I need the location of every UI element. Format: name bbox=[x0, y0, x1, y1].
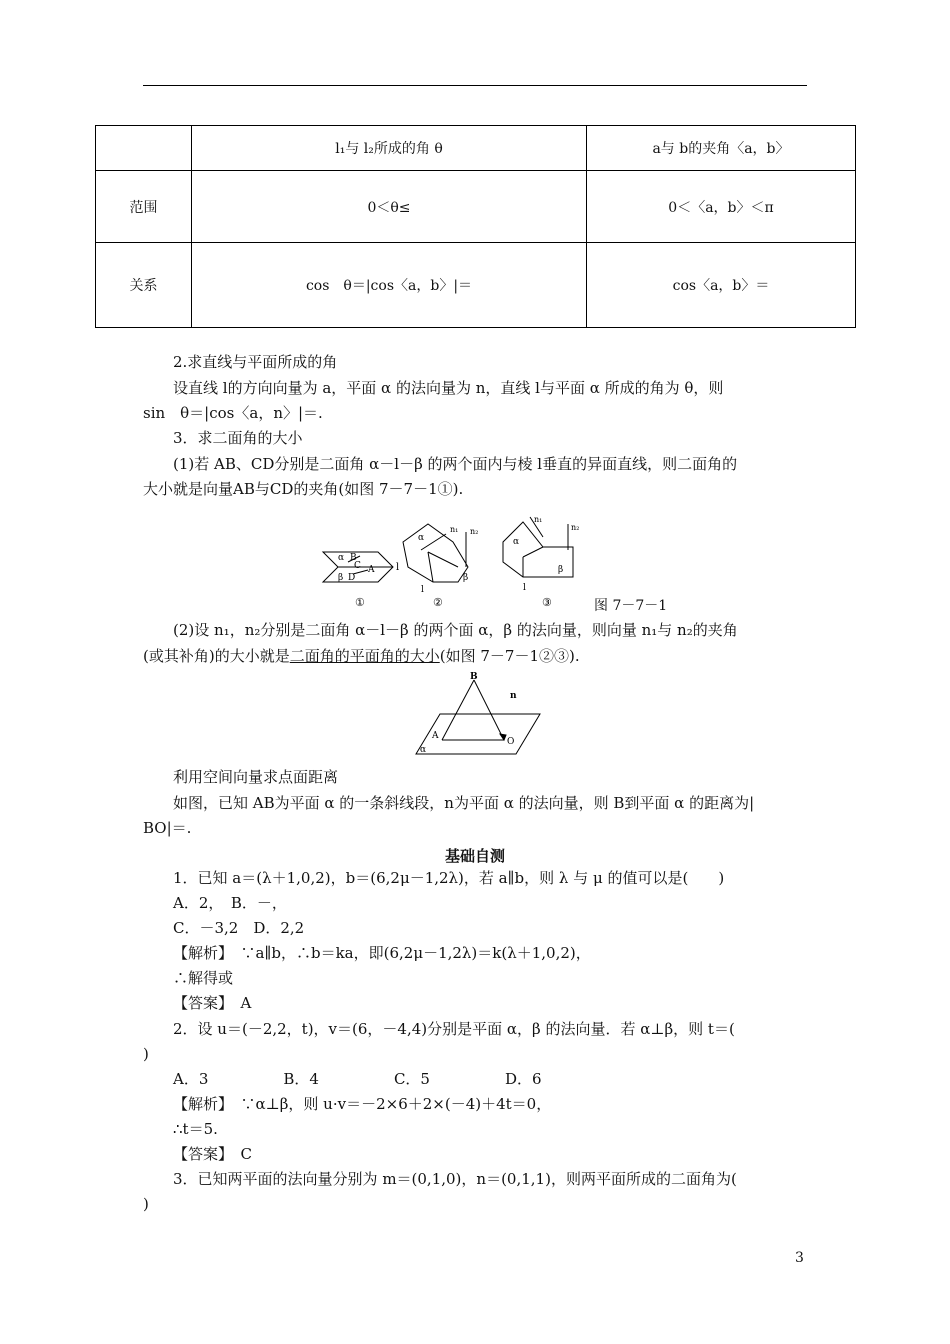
relation-vector-angle: cos〈a，b〉＝ bbox=[587, 243, 856, 328]
q1-analysis: 【解析】 ∵a∥b，∴b＝ka，即(6,2μ－1,2λ)＝k(λ＋1,0,2)， bbox=[173, 944, 591, 962]
selftest-heading: 基础自测 bbox=[444, 847, 505, 865]
table-row bbox=[96, 171, 856, 243]
svg-text:n₂: n₂ bbox=[571, 523, 580, 532]
svg-text:A: A bbox=[368, 565, 375, 575]
p2-suffix: (如图 7－7－1②③). bbox=[439, 647, 580, 665]
section3-title: 3．求二面角的大小 bbox=[173, 429, 303, 447]
figure-label-1: ① bbox=[355, 596, 365, 609]
figure-label-2: ② bbox=[433, 596, 443, 609]
figure-dihedral bbox=[318, 512, 593, 614]
header-vector-angle: a与 b的夹角〈a，b〉 bbox=[587, 126, 856, 171]
page-number: 3 bbox=[795, 1250, 804, 1266]
svg-text:β: β bbox=[558, 565, 564, 575]
distance-title: 利用空间向量求点面距离 bbox=[173, 768, 339, 786]
q2-stem-line1: 2．设 u＝(－2,2，t)，v＝(6，－4,4)分别是平面 α，β 的法向量．若 α⊥β，则 t＝( bbox=[173, 1020, 735, 1038]
row-label-range: 范围 bbox=[96, 171, 192, 243]
figure-dihedral-1 bbox=[323, 552, 399, 583]
table-row bbox=[96, 243, 856, 328]
section3-p1-line1: (1)若 AB、CD分别是二面角 α－l－β 的两个面内与棱 l垂直的异面直线，则二面角的 bbox=[173, 455, 738, 473]
section3-p2-line1: (2)设 n₁，n₂分别是二面角 α－l－β 的两个面 α，β 的法向量，则向量 n₁与 n₂的夹角 bbox=[173, 621, 738, 639]
svg-text:α: α bbox=[418, 533, 425, 543]
q2-therefore: ∴t＝5. bbox=[173, 1120, 218, 1138]
section2-line1: 设直线 l的方向向量为 a，平面 α 的法向量为 n，直线 l与平面 α 所成的角为 θ，则 bbox=[173, 379, 724, 397]
table-header-row bbox=[96, 126, 856, 171]
svg-text:C: C bbox=[354, 561, 361, 571]
section2-title: 2.求直线与平面所成的角 bbox=[173, 353, 338, 371]
section2-line2: sin θ＝|cos〈a，n〉|＝. bbox=[143, 404, 323, 422]
q2-analysis: 【解析】 ∵α⊥β，则 u·v＝－2×6＋2×(－4)＋4t＝0， bbox=[173, 1095, 552, 1113]
svg-text:l: l bbox=[523, 583, 526, 593]
p2-prefix: (或其补角)的大小就是 bbox=[143, 647, 290, 665]
q2-stem-line2: ) bbox=[143, 1045, 149, 1063]
svg-text:D: D bbox=[348, 573, 356, 583]
svg-text:O: O bbox=[507, 737, 515, 747]
section3-p2-line2 bbox=[143, 646, 580, 666]
q3-stem-line1: 3．已知两平面的法向量分别为 m＝(0,1,0)，n＝(0,1,1)，则两平面所成的二面角为( bbox=[173, 1170, 737, 1188]
svg-text:l: l bbox=[396, 562, 400, 573]
svg-text:A: A bbox=[432, 731, 439, 741]
svg-text:l: l bbox=[421, 585, 424, 595]
svg-text:α: α bbox=[420, 745, 427, 755]
section3-p1-line2: 大小就是向量AB与CD的夹角(如图 7－7－1①). bbox=[143, 480, 464, 498]
svg-text:B: B bbox=[470, 672, 478, 682]
svg-text:B: B bbox=[350, 553, 357, 563]
header-line-angle: l₁与 l₂所成的角 θ bbox=[192, 126, 587, 171]
q1-options-ab: A．2， B．－， bbox=[173, 894, 287, 912]
q2-options: A．3 B．4 C．5 D．6 bbox=[173, 1070, 542, 1088]
svg-text:β: β bbox=[338, 573, 344, 583]
row-label-relation: 关系 bbox=[96, 243, 192, 328]
p2-underline: 二面角的平面角的大小 bbox=[289, 647, 440, 665]
q3-stem-line2: ) bbox=[143, 1195, 149, 1213]
range-line-angle: 0＜θ≤ bbox=[192, 171, 587, 243]
distance-line2: BO|＝. bbox=[143, 819, 192, 837]
figure-dihedral-3 bbox=[503, 515, 579, 593]
angle-table bbox=[95, 125, 856, 328]
figure-dihedral-2 bbox=[403, 524, 478, 595]
range-vector-angle: 0＜〈a，b〉＜π bbox=[587, 171, 856, 243]
figure-caption: 图 7－7－1 bbox=[594, 598, 668, 614]
q1-stem: 1．已知 a＝(λ＋1,0,2)，b＝(6,2μ－1,2λ)，若 a∥b，则 λ 与 μ 的值可以是( ) bbox=[173, 869, 725, 887]
svg-text:α: α bbox=[513, 537, 520, 547]
svg-text:n₂: n₂ bbox=[470, 527, 479, 536]
relation-line-angle: cos θ＝|cos〈a，b〉|＝ bbox=[192, 243, 587, 328]
distance-line1: 如图，已知 AB为平面 α 的一条斜线段，n为平面 α 的法向量，则 B到平面 α 的距离为| bbox=[173, 794, 755, 812]
q2-answer: 【答案】 C bbox=[173, 1145, 252, 1163]
q1-answer: 【答案】 A bbox=[173, 994, 252, 1012]
figure-distance bbox=[412, 668, 544, 762]
svg-text:n₁: n₁ bbox=[534, 515, 543, 524]
svg-text:n₁: n₁ bbox=[450, 525, 459, 534]
figure-label-3: ③ bbox=[542, 596, 552, 609]
svg-text:n: n bbox=[510, 691, 517, 701]
q1-options-cd: C．－3,2 D．2,2 bbox=[173, 919, 305, 937]
svg-text:β: β bbox=[463, 573, 469, 583]
svg-text:α: α bbox=[338, 553, 345, 563]
q1-therefore: ∴解得或 bbox=[173, 969, 234, 987]
header-rule bbox=[143, 85, 807, 86]
table-corner-cell bbox=[96, 126, 192, 171]
